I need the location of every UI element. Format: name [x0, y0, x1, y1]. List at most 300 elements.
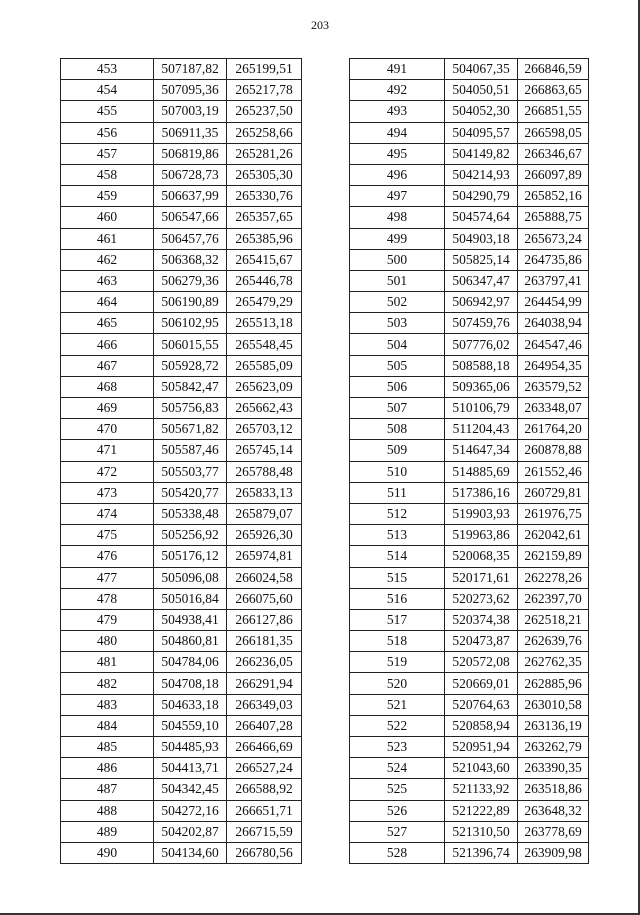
y-coordinate-cell: 266651,71: [227, 800, 302, 821]
x-coordinate-cell: 520669,01: [445, 673, 518, 694]
point-number-cell: 507: [350, 398, 445, 419]
point-number-cell: 491: [350, 59, 445, 80]
table-row: [350, 143, 589, 164]
x-coordinate-cell: 505671,82: [154, 419, 227, 440]
point-number-cell: 466: [61, 334, 154, 355]
table-row: [350, 758, 589, 779]
point-number-cell: 500: [350, 249, 445, 270]
point-number-cell: 459: [61, 186, 154, 207]
y-coordinate-cell: 266527,24: [227, 758, 302, 779]
y-coordinate-cell: 266181,35: [227, 631, 302, 652]
table-row: [61, 737, 302, 758]
table-row: [61, 482, 302, 503]
x-coordinate-cell: 506368,32: [154, 249, 227, 270]
x-coordinate-cell: 505016,84: [154, 588, 227, 609]
point-number-cell: 457: [61, 143, 154, 164]
x-coordinate-cell: 506279,36: [154, 270, 227, 291]
x-coordinate-cell: 514647,34: [445, 440, 518, 461]
point-number-cell: 498: [350, 207, 445, 228]
x-coordinate-cell: 505928,72: [154, 355, 227, 376]
point-number-cell: 506: [350, 376, 445, 397]
table-row: [350, 546, 589, 567]
table-row: [350, 609, 589, 630]
table-row: [350, 694, 589, 715]
point-number-cell: 508: [350, 419, 445, 440]
point-number-cell: 524: [350, 758, 445, 779]
point-number-cell: 468: [61, 376, 154, 397]
point-number-cell: 465: [61, 313, 154, 334]
point-number-cell: 494: [350, 122, 445, 143]
x-coordinate-cell: 504708,18: [154, 673, 227, 694]
table-row: [350, 270, 589, 291]
x-coordinate-cell: 521396,74: [445, 842, 518, 863]
y-coordinate-cell: 265879,07: [227, 503, 302, 524]
point-number-cell: 492: [350, 80, 445, 101]
y-coordinate-cell: 266346,67: [518, 143, 589, 164]
point-number-cell: 511: [350, 482, 445, 503]
x-coordinate-cell: 509365,06: [445, 376, 518, 397]
point-number-cell: 469: [61, 398, 154, 419]
y-coordinate-cell: 262278,26: [518, 567, 589, 588]
y-coordinate-cell: 265662,43: [227, 398, 302, 419]
y-coordinate-cell: 265237,50: [227, 101, 302, 122]
y-coordinate-cell: 261976,75: [518, 503, 589, 524]
x-coordinate-cell: 504903,18: [445, 228, 518, 249]
x-coordinate-cell: 505096,08: [154, 567, 227, 588]
table-row: [350, 59, 589, 80]
point-number-cell: 503: [350, 313, 445, 334]
y-coordinate-cell: 266024,58: [227, 567, 302, 588]
point-number-cell: 476: [61, 546, 154, 567]
x-coordinate-cell: 504290,79: [445, 186, 518, 207]
table-row: [61, 186, 302, 207]
x-coordinate-cell: 504559,10: [154, 715, 227, 736]
table-row: [61, 292, 302, 313]
y-coordinate-cell: 263348,07: [518, 398, 589, 419]
y-coordinate-cell: 262159,89: [518, 546, 589, 567]
point-number-cell: 473: [61, 482, 154, 503]
point-number-cell: 518: [350, 631, 445, 652]
x-coordinate-cell: 520764,63: [445, 694, 518, 715]
table-row: [350, 440, 589, 461]
point-number-cell: 463: [61, 270, 154, 291]
y-coordinate-cell: 265199,51: [227, 59, 302, 80]
y-coordinate-cell: 263797,41: [518, 270, 589, 291]
table-row: [350, 355, 589, 376]
point-number-cell: 488: [61, 800, 154, 821]
y-coordinate-cell: 260878,88: [518, 440, 589, 461]
table-row: [350, 207, 589, 228]
table-row: [350, 482, 589, 503]
x-coordinate-cell: 506457,76: [154, 228, 227, 249]
x-coordinate-cell: 504052,30: [445, 101, 518, 122]
point-number-cell: 528: [350, 842, 445, 863]
x-coordinate-cell: 520273,62: [445, 588, 518, 609]
x-coordinate-cell: 521222,89: [445, 800, 518, 821]
x-coordinate-cell: 507187,82: [154, 59, 227, 80]
x-coordinate-cell: 504067,35: [445, 59, 518, 80]
table-row: [61, 673, 302, 694]
x-coordinate-cell: 507095,36: [154, 80, 227, 101]
point-number-cell: 515: [350, 567, 445, 588]
y-coordinate-cell: 266715,59: [227, 821, 302, 842]
y-coordinate-cell: 263390,35: [518, 758, 589, 779]
y-coordinate-cell: 265305,30: [227, 164, 302, 185]
x-coordinate-cell: 504413,71: [154, 758, 227, 779]
y-coordinate-cell: 265217,78: [227, 80, 302, 101]
table-row: [61, 376, 302, 397]
point-number-cell: 487: [61, 779, 154, 800]
x-coordinate-cell: 505842,47: [154, 376, 227, 397]
x-coordinate-cell: 504784,06: [154, 652, 227, 673]
x-coordinate-cell: 521310,50: [445, 821, 518, 842]
point-number-cell: 464: [61, 292, 154, 313]
y-coordinate-cell: 263579,52: [518, 376, 589, 397]
y-coordinate-cell: 261764,20: [518, 419, 589, 440]
point-number-cell: 480: [61, 631, 154, 652]
y-coordinate-cell: 265833,13: [227, 482, 302, 503]
y-coordinate-cell: 265281,26: [227, 143, 302, 164]
y-coordinate-cell: 265788,48: [227, 461, 302, 482]
x-coordinate-cell: 504485,93: [154, 737, 227, 758]
x-coordinate-cell: 520374,38: [445, 609, 518, 630]
point-number-cell: 475: [61, 525, 154, 546]
table-row: [350, 652, 589, 673]
table-row: [350, 419, 589, 440]
y-coordinate-cell: 266863,65: [518, 80, 589, 101]
x-coordinate-cell: 506637,99: [154, 186, 227, 207]
table-row: [61, 270, 302, 291]
table-row: [61, 461, 302, 482]
coordinates-table-right: [349, 58, 589, 864]
table-row: [61, 525, 302, 546]
y-coordinate-cell: 264735,86: [518, 249, 589, 270]
table-row: [61, 503, 302, 524]
x-coordinate-cell: 507776,02: [445, 334, 518, 355]
table-row: [61, 758, 302, 779]
x-coordinate-cell: 514885,69: [445, 461, 518, 482]
point-number-cell: 470: [61, 419, 154, 440]
x-coordinate-cell: 504574,64: [445, 207, 518, 228]
y-coordinate-cell: 266127,86: [227, 609, 302, 630]
point-number-cell: 509: [350, 440, 445, 461]
table-row: [61, 143, 302, 164]
point-number-cell: 505: [350, 355, 445, 376]
table-row: [61, 80, 302, 101]
x-coordinate-cell: 506190,89: [154, 292, 227, 313]
y-coordinate-cell: 262397,70: [518, 588, 589, 609]
table-row: [350, 737, 589, 758]
y-coordinate-cell: 265585,09: [227, 355, 302, 376]
y-coordinate-cell: 265745,14: [227, 440, 302, 461]
y-coordinate-cell: 264038,94: [518, 313, 589, 334]
table-row: [350, 842, 589, 863]
x-coordinate-cell: 519963,86: [445, 525, 518, 546]
table-row: [350, 715, 589, 736]
table-row: [350, 821, 589, 842]
y-coordinate-cell: 266851,55: [518, 101, 589, 122]
point-number-cell: 486: [61, 758, 154, 779]
point-number-cell: 489: [61, 821, 154, 842]
x-coordinate-cell: 505256,92: [154, 525, 227, 546]
point-number-cell: 453: [61, 59, 154, 80]
table-row: [61, 334, 302, 355]
table-row: [350, 461, 589, 482]
point-number-cell: 499: [350, 228, 445, 249]
x-coordinate-cell: 520858,94: [445, 715, 518, 736]
x-coordinate-cell: 504149,82: [445, 143, 518, 164]
table-row: [61, 842, 302, 863]
point-number-cell: 472: [61, 461, 154, 482]
table-row: [350, 186, 589, 207]
x-coordinate-cell: 504050,51: [445, 80, 518, 101]
point-number-cell: 504: [350, 334, 445, 355]
coordinates-table-left: [60, 58, 302, 864]
point-number-cell: 478: [61, 588, 154, 609]
table-row: [61, 59, 302, 80]
table-row: [350, 80, 589, 101]
y-coordinate-cell: 262042,61: [518, 525, 589, 546]
point-number-cell: 481: [61, 652, 154, 673]
point-number-cell: 477: [61, 567, 154, 588]
table-row: [350, 292, 589, 313]
y-coordinate-cell: 266407,28: [227, 715, 302, 736]
x-coordinate-cell: 504202,87: [154, 821, 227, 842]
table-row: [350, 631, 589, 652]
table-row: [350, 101, 589, 122]
x-coordinate-cell: 504272,16: [154, 800, 227, 821]
x-coordinate-cell: 505503,77: [154, 461, 227, 482]
x-coordinate-cell: 505176,12: [154, 546, 227, 567]
point-number-cell: 456: [61, 122, 154, 143]
x-coordinate-cell: 504095,57: [445, 122, 518, 143]
x-coordinate-cell: 506547,66: [154, 207, 227, 228]
table-row: [350, 334, 589, 355]
y-coordinate-cell: 265673,24: [518, 228, 589, 249]
y-coordinate-cell: 261552,46: [518, 461, 589, 482]
x-coordinate-cell: 507003,19: [154, 101, 227, 122]
point-number-cell: 522: [350, 715, 445, 736]
x-coordinate-cell: 505825,14: [445, 249, 518, 270]
y-coordinate-cell: 265330,76: [227, 186, 302, 207]
table-row: [350, 249, 589, 270]
x-coordinate-cell: 519903,93: [445, 503, 518, 524]
x-coordinate-cell: 504633,18: [154, 694, 227, 715]
x-coordinate-cell: 520171,61: [445, 567, 518, 588]
y-coordinate-cell: 265852,16: [518, 186, 589, 207]
table-row: [61, 694, 302, 715]
x-coordinate-cell: 506102,95: [154, 313, 227, 334]
x-coordinate-cell: 521043,60: [445, 758, 518, 779]
point-number-cell: 514: [350, 546, 445, 567]
table-row: [61, 355, 302, 376]
table-row: [350, 503, 589, 524]
x-coordinate-cell: 506819,86: [154, 143, 227, 164]
y-coordinate-cell: 262762,35: [518, 652, 589, 673]
point-number-cell: 493: [350, 101, 445, 122]
table-row: [61, 419, 302, 440]
table-row: [350, 525, 589, 546]
table-row: [61, 249, 302, 270]
y-coordinate-cell: 265385,96: [227, 228, 302, 249]
x-coordinate-cell: 508588,18: [445, 355, 518, 376]
point-number-cell: 458: [61, 164, 154, 185]
point-number-cell: 474: [61, 503, 154, 524]
table-row: [61, 207, 302, 228]
table-row: [350, 673, 589, 694]
x-coordinate-cell: 510106,79: [445, 398, 518, 419]
y-coordinate-cell: 266598,05: [518, 122, 589, 143]
table-row: [350, 779, 589, 800]
y-coordinate-cell: 266236,05: [227, 652, 302, 673]
y-coordinate-cell: 264954,35: [518, 355, 589, 376]
y-coordinate-cell: 262639,76: [518, 631, 589, 652]
point-number-cell: 485: [61, 737, 154, 758]
y-coordinate-cell: 260729,81: [518, 482, 589, 503]
point-number-cell: 482: [61, 673, 154, 694]
point-number-cell: 523: [350, 737, 445, 758]
y-coordinate-cell: 263262,79: [518, 737, 589, 758]
y-coordinate-cell: 266780,56: [227, 842, 302, 863]
point-number-cell: 527: [350, 821, 445, 842]
point-number-cell: 462: [61, 249, 154, 270]
point-number-cell: 526: [350, 800, 445, 821]
point-number-cell: 516: [350, 588, 445, 609]
table-row: [61, 122, 302, 143]
y-coordinate-cell: 262885,96: [518, 673, 589, 694]
x-coordinate-cell: 506942,97: [445, 292, 518, 313]
table-row: [350, 588, 589, 609]
y-coordinate-cell: 265479,29: [227, 292, 302, 313]
table-row: [61, 101, 302, 122]
y-coordinate-cell: 263909,98: [518, 842, 589, 863]
point-number-cell: 501: [350, 270, 445, 291]
x-coordinate-cell: 506728,73: [154, 164, 227, 185]
point-number-cell: 484: [61, 715, 154, 736]
x-coordinate-cell: 507459,76: [445, 313, 518, 334]
point-number-cell: 479: [61, 609, 154, 630]
point-number-cell: 490: [61, 842, 154, 863]
y-coordinate-cell: 265926,30: [227, 525, 302, 546]
point-number-cell: 517: [350, 609, 445, 630]
x-coordinate-cell: 505338,48: [154, 503, 227, 524]
y-coordinate-cell: 265258,66: [227, 122, 302, 143]
point-number-cell: 495: [350, 143, 445, 164]
table-row: [61, 715, 302, 736]
y-coordinate-cell: 265513,18: [227, 313, 302, 334]
x-coordinate-cell: 506347,47: [445, 270, 518, 291]
x-coordinate-cell: 521133,92: [445, 779, 518, 800]
point-number-cell: 525: [350, 779, 445, 800]
y-coordinate-cell: 264454,99: [518, 292, 589, 313]
point-number-cell: 467: [61, 355, 154, 376]
table-row: [61, 228, 302, 249]
table-row: [61, 440, 302, 461]
table-row: [350, 164, 589, 185]
x-coordinate-cell: 505587,46: [154, 440, 227, 461]
point-number-cell: 461: [61, 228, 154, 249]
x-coordinate-cell: 504860,81: [154, 631, 227, 652]
x-coordinate-cell: 505420,77: [154, 482, 227, 503]
y-coordinate-cell: 266588,92: [227, 779, 302, 800]
point-number-cell: 455: [61, 101, 154, 122]
y-coordinate-cell: 265888,75: [518, 207, 589, 228]
point-number-cell: 454: [61, 80, 154, 101]
y-coordinate-cell: 266349,03: [227, 694, 302, 715]
y-coordinate-cell: 263136,19: [518, 715, 589, 736]
table-row: [61, 164, 302, 185]
table-row: [61, 546, 302, 567]
table-row: [61, 821, 302, 842]
x-coordinate-cell: 504134,60: [154, 842, 227, 863]
y-coordinate-cell: 266291,94: [227, 673, 302, 694]
point-number-cell: 483: [61, 694, 154, 715]
y-coordinate-cell: 264547,46: [518, 334, 589, 355]
y-coordinate-cell: 265623,09: [227, 376, 302, 397]
x-coordinate-cell: 520068,35: [445, 546, 518, 567]
point-number-cell: 520: [350, 673, 445, 694]
y-coordinate-cell: 263010,58: [518, 694, 589, 715]
y-coordinate-cell: 266846,59: [518, 59, 589, 80]
point-number-cell: 502: [350, 292, 445, 313]
point-number-cell: 496: [350, 164, 445, 185]
point-number-cell: 510: [350, 461, 445, 482]
x-coordinate-cell: 504342,45: [154, 779, 227, 800]
x-coordinate-cell: 520951,94: [445, 737, 518, 758]
y-coordinate-cell: 265415,67: [227, 249, 302, 270]
x-coordinate-cell: 517386,16: [445, 482, 518, 503]
table-row: [61, 588, 302, 609]
point-number-cell: 512: [350, 503, 445, 524]
table-row: [61, 779, 302, 800]
y-coordinate-cell: 265974,81: [227, 546, 302, 567]
table-row: [61, 567, 302, 588]
point-number-cell: 471: [61, 440, 154, 461]
table-row: [61, 631, 302, 652]
table-row: [61, 398, 302, 419]
x-coordinate-cell: 506015,55: [154, 334, 227, 355]
y-coordinate-cell: 266075,60: [227, 588, 302, 609]
x-coordinate-cell: 511204,43: [445, 419, 518, 440]
table-row: [350, 122, 589, 143]
page-number: 203: [311, 18, 329, 32]
x-coordinate-cell: 520473,87: [445, 631, 518, 652]
y-coordinate-cell: 265357,65: [227, 207, 302, 228]
point-number-cell: 513: [350, 525, 445, 546]
table-row: [61, 800, 302, 821]
y-coordinate-cell: 263778,69: [518, 821, 589, 842]
x-coordinate-cell: 505756,83: [154, 398, 227, 419]
y-coordinate-cell: 266466,69: [227, 737, 302, 758]
x-coordinate-cell: 504938,41: [154, 609, 227, 630]
x-coordinate-cell: 520572,08: [445, 652, 518, 673]
table-row: [350, 228, 589, 249]
table-row: [350, 313, 589, 334]
table-row: [350, 376, 589, 397]
table-row: [61, 609, 302, 630]
table-row: [350, 800, 589, 821]
point-number-cell: 497: [350, 186, 445, 207]
y-coordinate-cell: 265548,45: [227, 334, 302, 355]
point-number-cell: 460: [61, 207, 154, 228]
table-row: [350, 567, 589, 588]
y-coordinate-cell: 263518,86: [518, 779, 589, 800]
x-coordinate-cell: 504214,93: [445, 164, 518, 185]
y-coordinate-cell: 265703,12: [227, 419, 302, 440]
table-row: [61, 652, 302, 673]
y-coordinate-cell: 265446,78: [227, 270, 302, 291]
table-row: [61, 313, 302, 334]
